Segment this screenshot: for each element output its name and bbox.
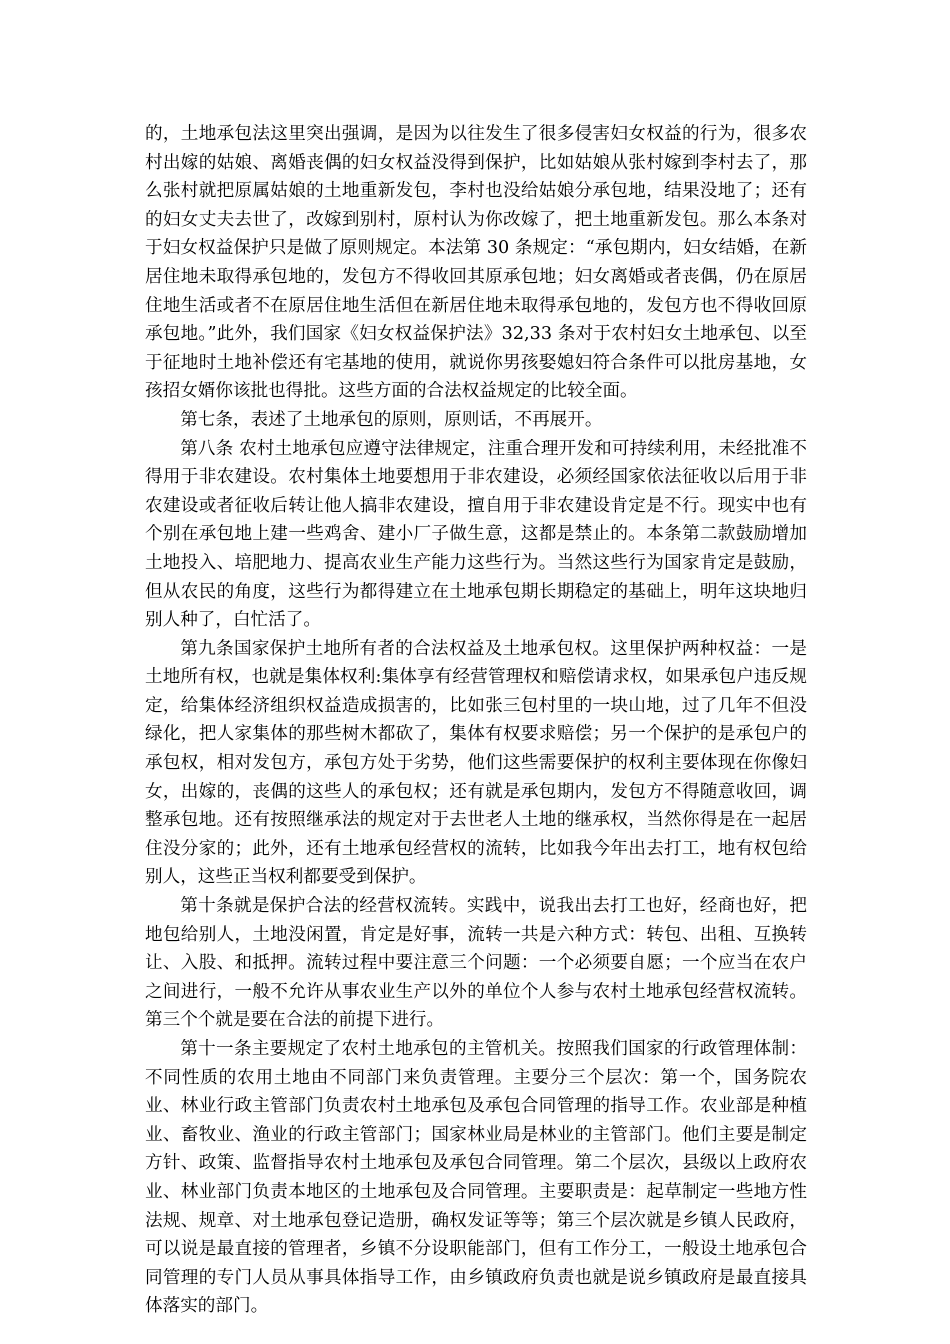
paragraph-article-11: 第十一条主要规定了农村土地承包的主管机关。按照我们国家的行政管理体制：不同性质的农用土地由不同部门来负责管理。主要分三个层次：第一个，国务院农业、林业行政主管部门负责农村土地承包及承包合同管理的指导工作。农业部是种植业、畜牧业、渔业的行政主管部门；国家林业局是林业的主管部门。他们主要是制定方针、政策、监督指导农村土地承包及承包合同管理。第二个层次，县级以上政府农业、林业部门负责本地区的土地承包及合同管理。主要职责是：起草制定一些地方性法规、规章、对土地承包登记造册，确权发证等等；第三个层次就是乡镇人民政府，可以说是最直接的管理者，乡镇不分设职能部门，但有工作分工，一般设土地承包合同管理的专门人员从事具体指导工作，由乡镇政府负责也就是说乡镇政府是最直接具体落实的部门。 — [145, 1039, 807, 1317]
document-page — [145, 120, 807, 1321]
paragraph-continuation: 的，土地承包法这里突出强调，是因为以往发生了很多侵害妇女权益的行为，很多农村出嫁的姑娘、离婚丧偶的妇女权益没得到保护，比如姑娘从张村嫁到李村去了，那么张村就把原属姑娘的土地重新发包，李村也没给姑娘分承包地，结果没地了；还有的妇女丈夫去世了，改嫁到别村，原村认为你改嫁了，把土地重新发包。那么本条对于妇女权益保护只是做了原则规定。本法第 30 条规定：“承包期内，妇女结婚，在新居住地未取得承包地的，发包方不得收回其原承包地；妇女离婚或者丧偶，仍在原居住地生活或者不在原居住地生活但在新居住地未取得承包地的，发包方也不得收回原承包地。”此外，我们国家《妇女权益保护法》32,33 条对于农村妇女土地承包、以至于征地时土地补偿还有宅基地的使用，就说你男孩娶媳妇符合条件可以批房基地，女孩招女婿你该批也得批。这些方面的合法权益规定的比较全面。 — [145, 124, 807, 402]
paragraph-article-7: 第七条，表述了土地承包的原则，原则话，不再展开。 — [180, 409, 603, 430]
paragraph-article-8: 第八条 农村土地承包应遵守法律规定，注重合理开发和可持续利用，未经批准不得用于非农建设。农村集体土地要想用于非农建设，必须经国家依法征收以后用于非农建设或者征收后转让他人搞非农建设，擅自用于非农建设肯定是不行。现实中也有个别在承包地上建一些鸡舍、建小厂子做生意，这都是禁止的。本条第二款鼓励增加土地投入、培肥地力、提高农业生产能力这些行为。当然这些行为国家肯定是鼓励，但从农民的角度，这些行为都得建立在土地承包期长期稳定的基础上，明年这块地归别人种了，白忙活了。 — [145, 438, 807, 631]
paragraph-article-9: 第九条国家保护土地所有者的合法权益及土地承包权。这里保护两种权益：一是土地所有权，也就是集体权利:集体享有经营管理权和赔偿请求权，如果承包户违反规定，给集体经济组织权益造成损害的，比如张三包村里的一块山地，过了几年不但没绿化，把人家集体的那些树木都砍了，集体有权要求赔偿；另一个保护的是承包户的承包权，相对发包方，承包方处于劣势，他们这些需要保护的权利主要体现在你像妇女，出嫁的，丧偶的这些人的承包权；还有就是承包期内，发包方不得随意收回，调整承包地。还有按照继承法的规定对于去世老人土地的继承权，当然你得是在一起居住没分家的；此外，还有土地承包经营权的流转，比如我今年出去打工，地有权包给别人，这些正当权利都要受到保护。 — [145, 638, 807, 888]
paragraph-article-10: 第十条就是保护合法的经营权流转。实践中，说我出去打工也好，经商也好，把地包给别人，土地没闲置，肯定是好事，流转一共是六种方式：转包、出租、互换转让、入股、和抵押。流转过程中要注意三个问题：一个必须要自愿；一个应当在农户之间进行，一般不允许从事农业生产以外的单位个人参与农村土地承包经营权流转。第三个个就是要在合法的前提下进行。 — [145, 896, 807, 1031]
